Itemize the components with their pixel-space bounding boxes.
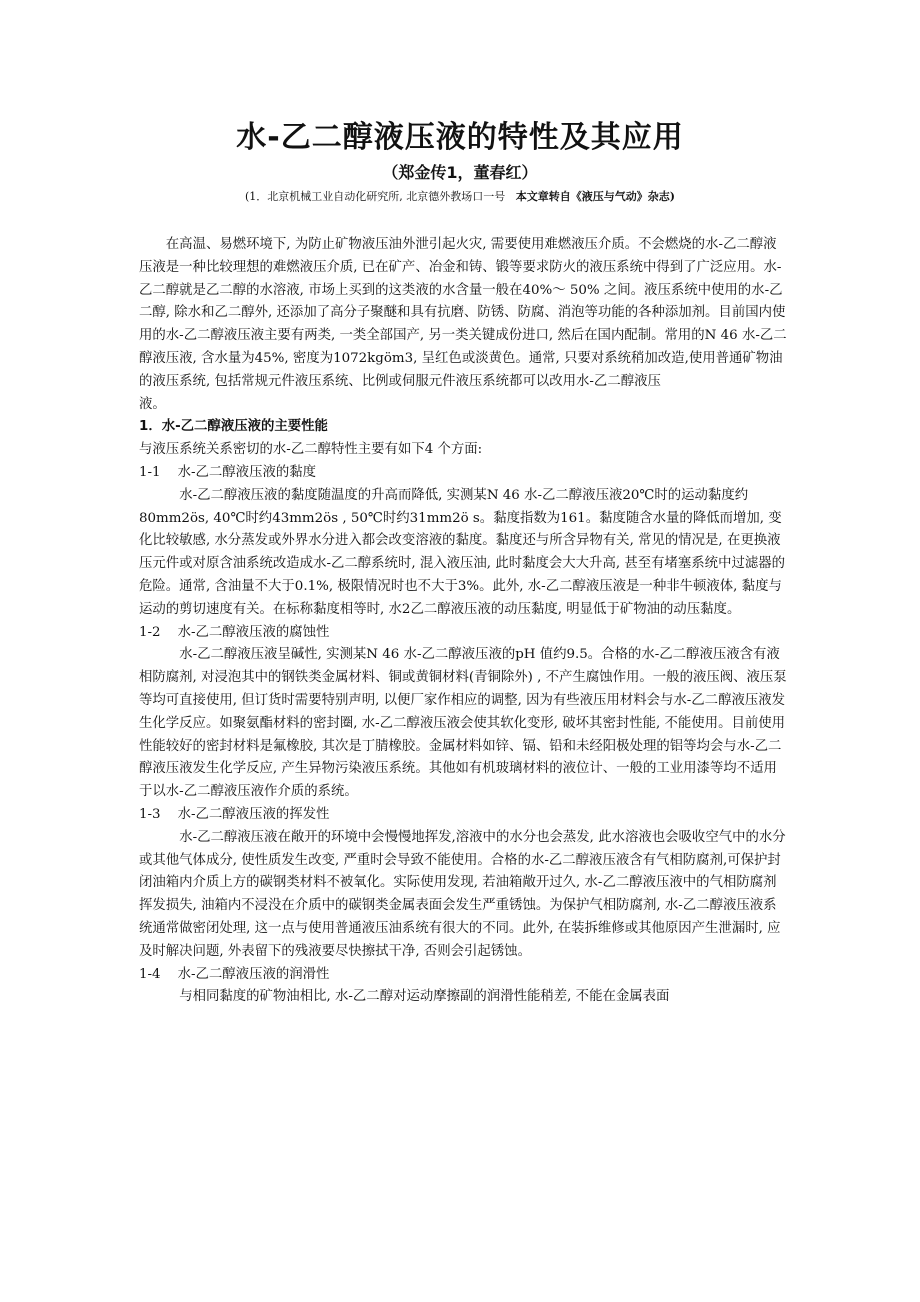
subsection-paragraph: 水-乙二醇液压液呈碱性, 实测某N 46 水-乙二醇液压液的pH 值约9.5。合格的水-乙二醇液压液含有液相防腐剂, 对浸泡其中的钢铁类金属材料、铜或黄铜材料(青铜除外) , 不产生腐蚀作用。一般的液压阀、液压泵等均可直接使用, 但订货时需要特别声明, 以便厂家作相应的调整, 因为有些液压用材料会与水-乙二醇液压液发生化学反应。如聚氨酯材料的密封圈, 水-乙二醇液压液会使其软化变形, 破坏其密封性能, 不能使用。目前使用性能较好的密封材料是氟橡胶, 其次是丁腈橡胶。金属材料如锌、镉、铅和未经阳极处理的铝等均会与水-乙二醇液压液发生化学反应, 产生异物污染液压系统。其他如有机玻璃材料的液位计、一般的工业用漆等均不适用于以水-乙二醇液压液作介质的系统。 (139, 647, 787, 800)
document-body (139, 234, 789, 1009)
source-note: 本文章转自《液压与气动》杂志) (515, 190, 675, 203)
subsection-heading: 1-3 水-乙二醇液压液的挥发性 (139, 806, 330, 822)
subsection-heading: 1-4 水-乙二醇液压液的润滑性 (139, 966, 330, 982)
subsection-paragraph: 水-乙二醇液压液在敞开的环境中会慢慢地挥发,溶液中的水分也会蒸发, 此水溶液也会吸收空气中的水分或其他气体成分, 使性质发生改变, 严重时会导致不能使用。合格的水-乙二醇液压液含有气相防腐剂,可保护封闭油箱内介质上方的碳钢类材料不被氧化。实际使用发现, 若油箱敞开过久, 水-乙二醇液压液中的气相防腐剂挥发损失, 油箱内不浸没在介质中的碳钢类金属表面会发生严重锈蚀。为保护气相防腐剂, 水-乙二醇液压液系统通常做密闭处理, 这一点与使用普通液压油系统有很大的不同。此外, 在装拆维修或其他原因产生泄漏时, 应及时解决问题, 外表留下的残液要尽快擦拭干净, 否则会引起锈蚀。 (139, 829, 786, 959)
document-title: 水-乙二醇液压液的特性及其应用 (236, 120, 684, 155)
section-lead: 与液压系统关系密切的水-乙二醇特性主要有如下4 个方面: (139, 442, 483, 458)
affiliation-text: (1．北京机械工业自动化研究所, 北京德外教场口一号 (244, 190, 506, 203)
document-authors: （郑金传1，董春红） (382, 163, 538, 182)
document-affiliation (0, 188, 920, 204)
section-heading: 1．水-乙二醇液压液的主要性能 (139, 419, 328, 435)
subsection-paragraph: 与相同黏度的矿物油相比, 水-乙二醇对运动摩擦副的润滑性能稍差, 不能在金属表面 (179, 989, 670, 1005)
subsection-heading: 1-2 水-乙二醇液压液的腐蚀性 (139, 624, 330, 640)
subsection-paragraph: 水-乙二醇液压液的黏度随温度的升高而降低, 实测某N 46 水-乙二醇液压液20℃时的运动黏度约80mm2ös, 40℃时约43mm2ös , 50℃时约31mm2ö s。黏度指数为161。黏度随含水量的降低而增加, 变化比较敏感, 水分蒸发或外界水分进入都会改变溶液的黏度。黏度还与所含异物有关, 常见的情况是, 在更换液压元件或对原含油系统改造成水-乙二醇系统时, 混入液压油, 此时黏度会大大升高, 甚至有堵塞系统中过滤器的危险。通常, 含油量不大于0.1%, 极限情况时也不大于3%。此外, 水-乙二醇液压液是一种非牛顿液体, 黏度与运动的剪切速度有关。在标称黏度相等时, 水2乙二醇液压液的动压黏度, 明显低于矿物油的动压黏度。 (139, 487, 786, 617)
subsection-heading: 1-1 水-乙二醇液压液的黏度 (139, 464, 317, 480)
intro-paragraph-tail: 液。 (139, 396, 166, 412)
intro-paragraph: 在高温、易燃环境下, 为防止矿物液压油外泄引起火灾, 需要使用难燃液压介质。不会燃烧的水-乙二醇液压液是一种比较理想的难燃液压介质, 已在矿产、冶金和铸、锻等要求防火的液压系统中得到了广泛应用。水-乙二醇就是乙二醇的水溶液, 市场上买到的这类液的水含量一般在40%～ 50% 之间。液压系统中使用的水-乙二醇, 除水和乙二醇外, 还添加了高分子聚醚和具有抗磨、防锈、防腐、消泡等功能的各种添加剂。目前国内使用的水-乙二醇液压液主要有两类, 一类全部国产, 另一类关键成份进口, 然后在国内配制。常用的N 46 水-乙二醇液压液, 含水量为45%, 密度为1072kgöm3, 呈红色或淡黄色。通常, 只要对系统稍加改造,使用普通矿物油的液压系统, 包括常规元件液压系统、比例或伺服元件液压系统都可以改用水-乙二醇液压 (139, 237, 787, 389)
